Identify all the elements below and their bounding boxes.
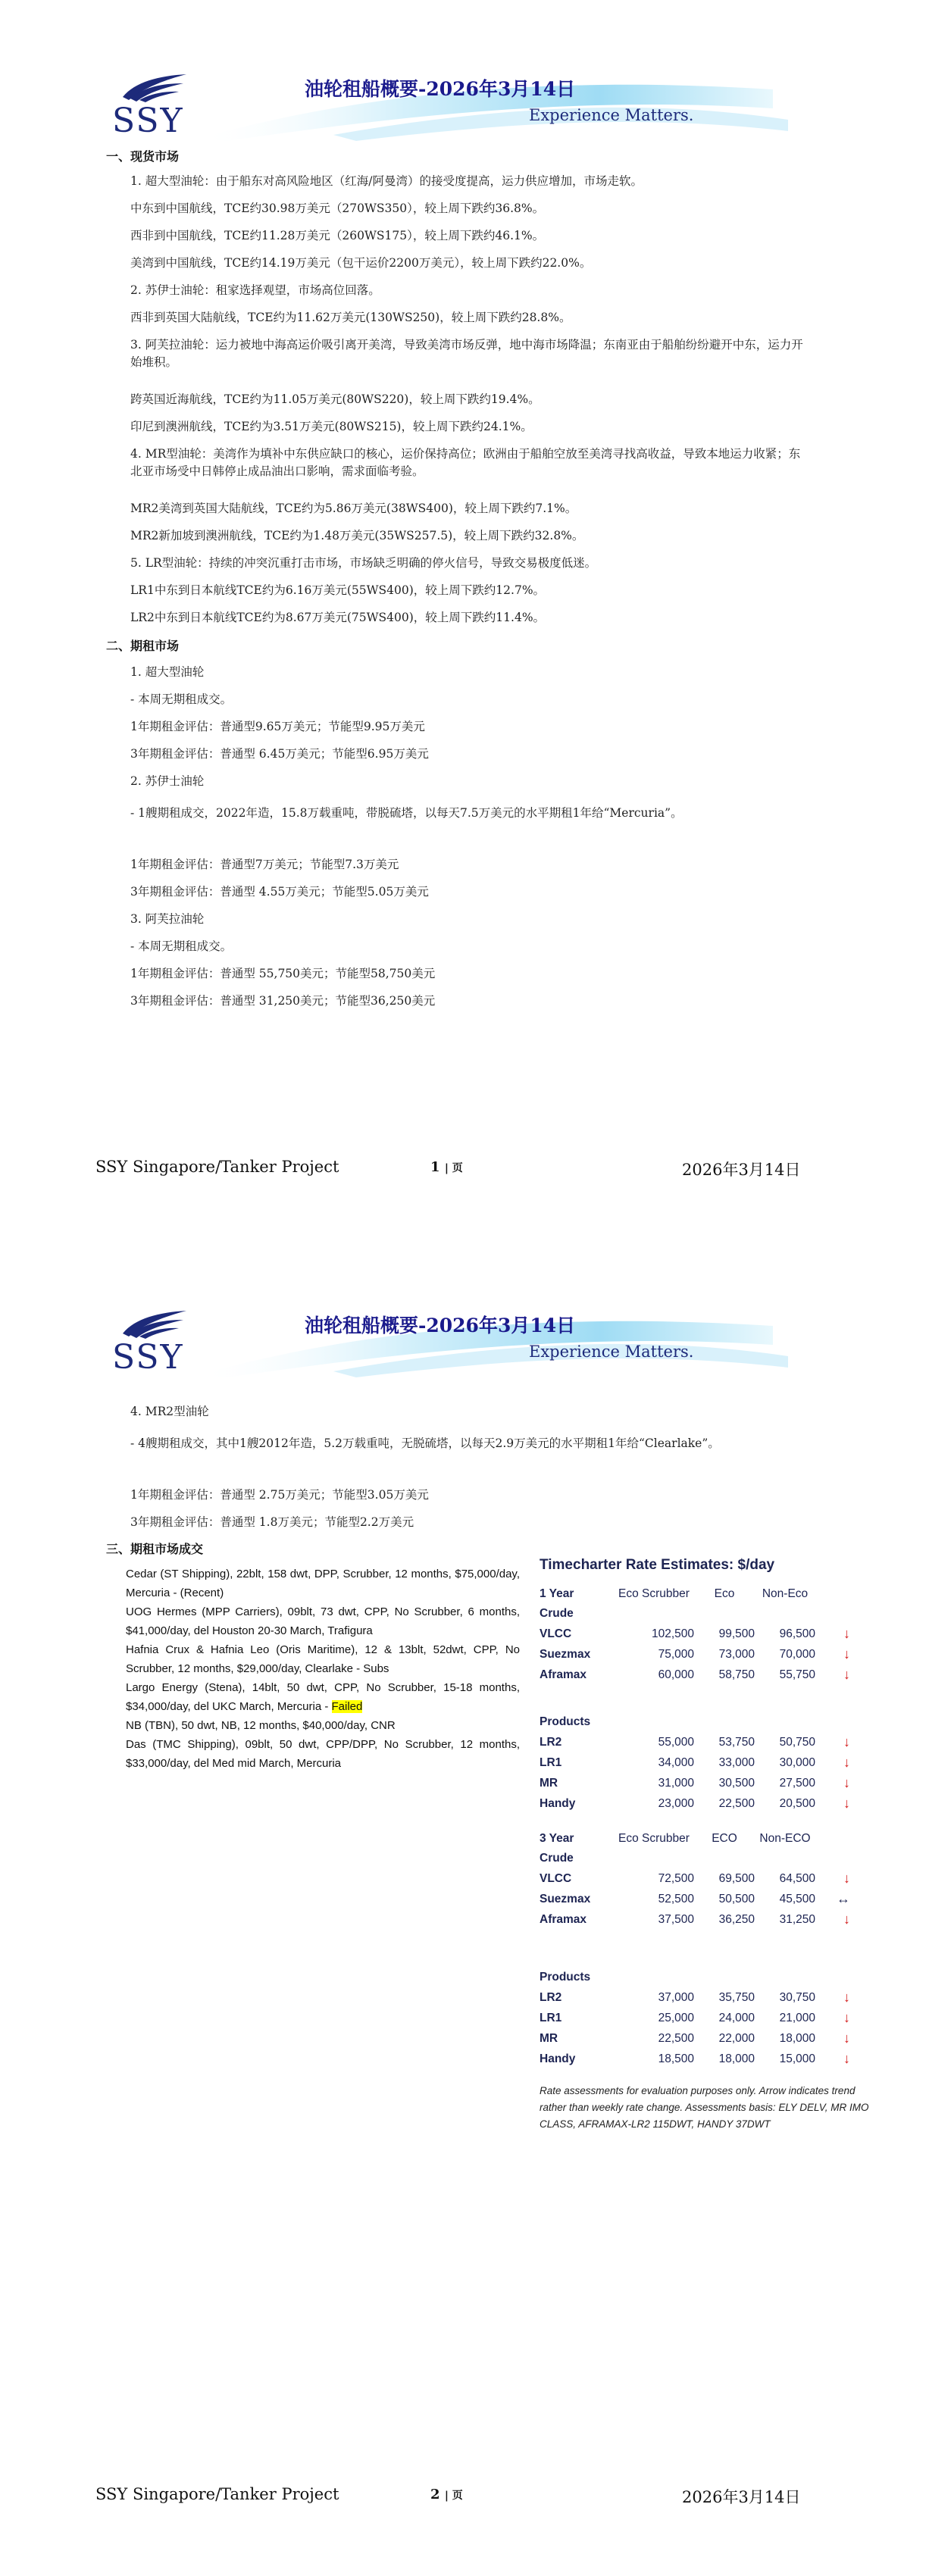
trend-arrow-icon: ↓ <box>843 1734 850 1749</box>
col-header: Non-Eco <box>762 1587 809 1600</box>
period-label: 3 Year <box>540 1832 574 1845</box>
trend-flat-arrow-icon: ↔ <box>837 1891 850 1906</box>
vessel-name: Handy <box>540 2052 576 2065</box>
footer-page-number <box>430 2487 463 2503</box>
vessel-name: LR2 <box>540 1990 562 2004</box>
mr2-line: 1年期租金评估：普通型 2.75万美元；节能型3.05万美元 <box>130 1488 429 1502</box>
trend-arrow-icon: ↓ <box>843 1871 850 1886</box>
rate-cell: 22,500 <box>718 1796 755 1810</box>
rate-assessment-note: Rate assessments for evaluation purposes only. Arrow indicates trend rather than weekly rate change. Assessments basis: ELY DELV, MR IMO CLASS, AFRAMAX-LR2 115DWT, HANDY 37DWT <box>540 2085 869 2130</box>
col-header: Eco <box>714 1587 735 1600</box>
rate-cell: 102,500 <box>651 1627 694 1640</box>
vessel-name: MR <box>540 2031 558 2045</box>
vessel-name: LR1 <box>540 2011 562 2024</box>
suezmax-fixture: - 1艘期租成交，2022年造，15.8万载重吨，带脱硫塔，以每天7.5万美元的水平期租1年给“Mercuria”。 <box>130 806 683 820</box>
table-row <box>540 1773 850 1793</box>
trend-arrow-icon: ↓ <box>843 1626 850 1641</box>
period-line: - 本周无期租成交。 <box>130 939 233 953</box>
trend-arrow-icon: ↓ <box>843 2030 850 2046</box>
fixture-item: UOG Hermes (MPP Carriers), 09blt, 73 dwt, CPP, No Scrubber, 6 months, $41,000/day, del Houston 20-30 March, Trafigura <box>126 1605 520 1637</box>
document-title: 油轮租船概要-2026年3月14日 <box>305 78 576 100</box>
table-row <box>540 1644 850 1665</box>
rate-cell: 30,000 <box>779 1755 815 1769</box>
rate-cell: 37,500 <box>658 1912 694 1926</box>
rate-cell: 23,000 <box>658 1796 694 1810</box>
fixture-list <box>126 1565 520 1773</box>
table-row <box>540 1732 850 1752</box>
tagline: Experience Matters. <box>529 106 694 124</box>
mr2-fixture: - 4艘期租成交，其中1艘2012年造，5.2万载重吨，无脱硫塔，以每天2.9万美元的水平期租1年给“Clearlake”。 <box>130 1436 720 1450</box>
trend-arrow-icon: ↓ <box>843 1990 850 2005</box>
period-market-heading: 二、期租市场 <box>106 639 180 653</box>
spot-line: 2. 苏伊士油轮：租家选择观望，市场高位回落。 <box>130 283 380 297</box>
page-word: | 页 <box>444 2490 463 2502</box>
lr-intro: 5. LR型油轮：持续的冲突沉重打击市场，市场缺乏明确的停火信号，导致交易极度低迷。 <box>130 556 597 570</box>
fixture-item: Hafnia Crux & Hafnia Leo (Oris Maritime), 12 & 13blt, 52dwt, CPP, No Scrubber, 12 months, $29,000/day, Clearlake - Subs <box>126 1643 520 1675</box>
col-header: Eco Scrubber <box>618 1587 690 1600</box>
rate-cell: 72,500 <box>658 1871 694 1885</box>
table-header-row <box>540 1829 850 1849</box>
timecharter-title: Timecharter Rate Estimates: $/day <box>540 1557 775 1573</box>
trend-arrow-icon: ↓ <box>843 1667 850 1682</box>
vessel-name: VLCC <box>540 1627 572 1640</box>
trend-arrow-icon: ↓ <box>843 1646 850 1662</box>
group-label: Crude <box>540 1852 574 1865</box>
col-header: Eco Scrubber <box>618 1832 690 1845</box>
vessel-name: LR1 <box>540 1755 562 1769</box>
table-row <box>540 1793 850 1814</box>
table-row <box>540 2049 850 2069</box>
rate-cell: 30,500 <box>718 1776 755 1790</box>
vessel-name: Aframax <box>540 1912 587 1926</box>
table-row <box>540 2008 850 2028</box>
rate-cell: 50,750 <box>779 1735 815 1749</box>
table-row <box>540 1987 850 2008</box>
spot-line: 西非到英国大陆航线，TCE约为11.62万美元(130WS250)，较上周下跌约28.8%。 <box>130 311 571 324</box>
rate-cell: 96,500 <box>779 1627 815 1640</box>
rate-cell: 52,500 <box>658 1892 694 1905</box>
trend-arrow-icon: ↓ <box>843 1912 850 1927</box>
rate-cell: 31,250 <box>779 1912 815 1926</box>
table-row <box>540 1889 850 1909</box>
footer-date: 2026年3月14日 <box>682 2488 801 2506</box>
failed-highlight: Failed <box>331 1700 363 1713</box>
mr2-line: 3年期租金评估：普通型 1.8万美元；节能型2.2万美元 <box>130 1515 414 1529</box>
rate-cell: 25,000 <box>658 2011 694 2024</box>
spot-market-heading: 一、现货市场 <box>106 149 180 164</box>
vessel-name: Aframax <box>540 1668 587 1681</box>
col-header: ECO <box>712 1832 737 1845</box>
trend-arrow-icon: ↓ <box>843 1755 850 1770</box>
rate-cell: 69,500 <box>718 1871 755 1885</box>
rate-cell: 45,500 <box>779 1892 815 1905</box>
rate-cell: 18,000 <box>779 2031 815 2045</box>
vessel-name: Suezmax <box>540 1892 591 1905</box>
table-row <box>540 1868 850 1889</box>
timecharter-panel <box>540 1557 888 2133</box>
group-label: Products <box>540 1715 591 1728</box>
rate-cell: 70,000 <box>779 1647 815 1661</box>
mr-intro: 4. MR型油轮：美湾作为填补中东供应缺口的核心，运价保持高位；欧洲由于船舶空放至美湾寻找高收益，导致本地运力收紧；东北亚市场受中日韩停止成品油出口影响，需求面临考验。 <box>130 447 801 478</box>
period-line: 1年期租金评估：普通型 55,750美元；节能型58,750美元 <box>130 967 436 980</box>
trend-arrow-icon: ↓ <box>843 1796 850 1811</box>
footer-date: 2026年3月14日 <box>682 1161 801 1179</box>
mr-line: MR2新加坡到澳洲航线，TCE约为1.48万美元(35WS257.5)，较上周下跌约32.8%。 <box>130 529 584 542</box>
rate-cell: 30,750 <box>779 1990 815 2004</box>
vessel-name: VLCC <box>540 1871 572 1885</box>
spot-line: 中东到中国航线，TCE约30.98万美元（270WS350），较上周下跌约36.8%。 <box>130 202 545 215</box>
aframax-line: 跨英国近海航线，TCE约为11.05万美元(80WS220)，较上周下跌约19.4%。 <box>130 392 540 406</box>
spot-line: 美湾到中国航线，TCE约14.19万美元（包干运价2200万美元），较上周下跌约22.0%。 <box>130 256 592 270</box>
rate-cell: 34,000 <box>658 1755 694 1769</box>
rate-cell: 27,500 <box>779 1776 815 1790</box>
rate-cell: 37,000 <box>658 1990 694 2004</box>
vessel-name: LR2 <box>540 1735 562 1749</box>
rate-cell: 58,750 <box>718 1668 755 1681</box>
table-row <box>540 1665 850 1685</box>
aframax-intro: 3. 阿芙拉油轮：运力被地中海高运价吸引离开美湾，导致美湾市场反弹，地中海市场降温；东南亚由于船舶纷纷避开中东，运力开始堆积。 <box>130 338 803 369</box>
vessel-name: MR <box>540 1776 558 1790</box>
rate-cell: 55,750 <box>779 1668 815 1681</box>
rate-cell: 18,500 <box>658 2052 694 2065</box>
fixture-item: Das (TMC Shipping), 09blt, 50 dwt, CPP/DPP, No Scrubber, 12 months, $33,000/day, del Med mid March, Mercuria <box>126 1738 520 1770</box>
lr-line: LR2中东到日本航线TCE约为8.67万美元(75WS400)，较上周下跌约11.4%。 <box>130 611 546 624</box>
trend-arrow-icon: ↓ <box>843 2051 850 2066</box>
spot-line: 1. 超大型油轮：由于船东对高风险地区（红海/阿曼湾）的接受度提高，运力供应增加，市场走软。 <box>130 174 643 188</box>
rate-cell: 99,500 <box>718 1627 755 1640</box>
vessel-name: Suezmax <box>540 1647 591 1661</box>
table-header-row <box>540 1584 850 1604</box>
rate-cell: 53,750 <box>718 1735 755 1749</box>
document-title: 油轮租船概要-2026年3月14日 <box>305 1315 576 1336</box>
vessel-name: Handy <box>540 1796 576 1810</box>
fixture-item: NB (TBN), 50 dwt, NB, 12 months, $40,000/day, CNR <box>126 1719 396 1732</box>
period-line: 3. 阿芙拉油轮 <box>130 912 205 926</box>
rate-cell: 55,000 <box>658 1735 694 1749</box>
page-header <box>106 1303 788 1386</box>
trend-arrow-icon: ↓ <box>843 1775 850 1790</box>
fixture-item <box>126 1678 520 1716</box>
rate-cell: 22,000 <box>718 2031 755 2045</box>
rate-cell: 35,750 <box>718 1990 755 2004</box>
spot-line: 西非到中国航线，TCE约11.28万美元（260WS175），较上周下跌约46.1%。 <box>130 229 545 242</box>
rate-cell: 75,000 <box>658 1647 694 1661</box>
fixture-text: Largo Energy (Stena), 14blt, 50 dwt, CPP, No Scrubber, 15-18 months, $34,000/day, del UKC March, Mercuria - <box>126 1681 520 1713</box>
period-line: 3年期租金评估：普通型 6.45万美元；节能型6.95万美元 <box>130 747 429 761</box>
table-row <box>540 2028 850 2049</box>
rate-cell: 22,500 <box>658 2031 694 2045</box>
period-line: 2. 苏伊士油轮 <box>130 774 205 788</box>
page-number: 2 <box>430 2487 440 2503</box>
rate-cell: 21,000 <box>779 2011 815 2024</box>
period-line: 1年期租金评估：普通型9.65万美元；节能型9.95万美元 <box>130 720 425 733</box>
rate-cell: 33,000 <box>718 1755 755 1769</box>
rate-cell: 20,500 <box>779 1796 815 1810</box>
period-line: 1. 超大型油轮 <box>130 665 205 679</box>
rate-cell: 36,250 <box>718 1912 755 1926</box>
rate-cell: 64,500 <box>779 1871 815 1885</box>
period-line: 1年期租金评估：普通型7万美元；节能型7.3万美元 <box>130 858 399 871</box>
page-word: | 页 <box>444 1162 463 1174</box>
rate-cell: 73,000 <box>718 1647 755 1661</box>
ssy-swirl-icon <box>118 1305 194 1340</box>
table-row <box>540 1624 850 1644</box>
col-header: Non-ECO <box>759 1832 811 1845</box>
aframax-line: 印尼到澳洲航线，TCE约为3.51万美元(80WS215)，较上周下跌约24.1%。 <box>130 420 533 433</box>
ssy-logo-text: SSY <box>112 102 184 140</box>
footer-left: SSY Singapore/Tanker Project <box>95 1158 339 1176</box>
fixtures-heading: 三、期租市场成交 <box>106 1542 204 1556</box>
group-label: Products <box>540 1971 591 1984</box>
trend-arrow-icon: ↓ <box>843 2010 850 2025</box>
period-line: - 本周无期租成交。 <box>130 692 233 706</box>
footer-left: SSY Singapore/Tanker Project <box>95 2485 339 2503</box>
period-line: 3年期租金评估：普通型 4.55万美元；节能型5.05万美元 <box>130 885 429 899</box>
rate-cell: 31,000 <box>658 1776 694 1790</box>
mr2-heading: 4. MR2型油轮 <box>130 1405 209 1418</box>
rate-cell: 60,000 <box>658 1668 694 1681</box>
fixture-item: Cedar (ST Shipping), 22blt, 158 dwt, DPP, Scrubber, 12 months, $75,000/day, Mercuria - (Recent) <box>126 1568 520 1599</box>
rate-cell: 18,000 <box>718 2052 755 2065</box>
rate-cell: 24,000 <box>718 2011 755 2024</box>
table-row <box>540 1909 850 1930</box>
group-label: Crude <box>540 1607 574 1620</box>
one-year-table <box>540 1584 850 2069</box>
page-number: 1 <box>430 1159 440 1175</box>
period-label: 1 Year <box>540 1587 574 1600</box>
rate-cell: 15,000 <box>779 2052 815 2065</box>
table-row <box>540 1752 850 1773</box>
period-line: 3年期租金评估：普通型 31,250美元；节能型36,250美元 <box>130 994 436 1008</box>
lr-line: LR1中东到日本航线TCE约为6.16万美元(55WS400)，较上周下跌约12.7%。 <box>130 583 546 597</box>
rate-cell: 50,500 <box>718 1892 755 1905</box>
mr-line: MR2美湾到英国大陆航线，TCE约为5.86万美元(38WS400)，较上周下跌约7.1%。 <box>130 502 577 515</box>
ssy-logo-text: SSY <box>112 1338 184 1377</box>
tagline: Experience Matters. <box>529 1343 694 1361</box>
